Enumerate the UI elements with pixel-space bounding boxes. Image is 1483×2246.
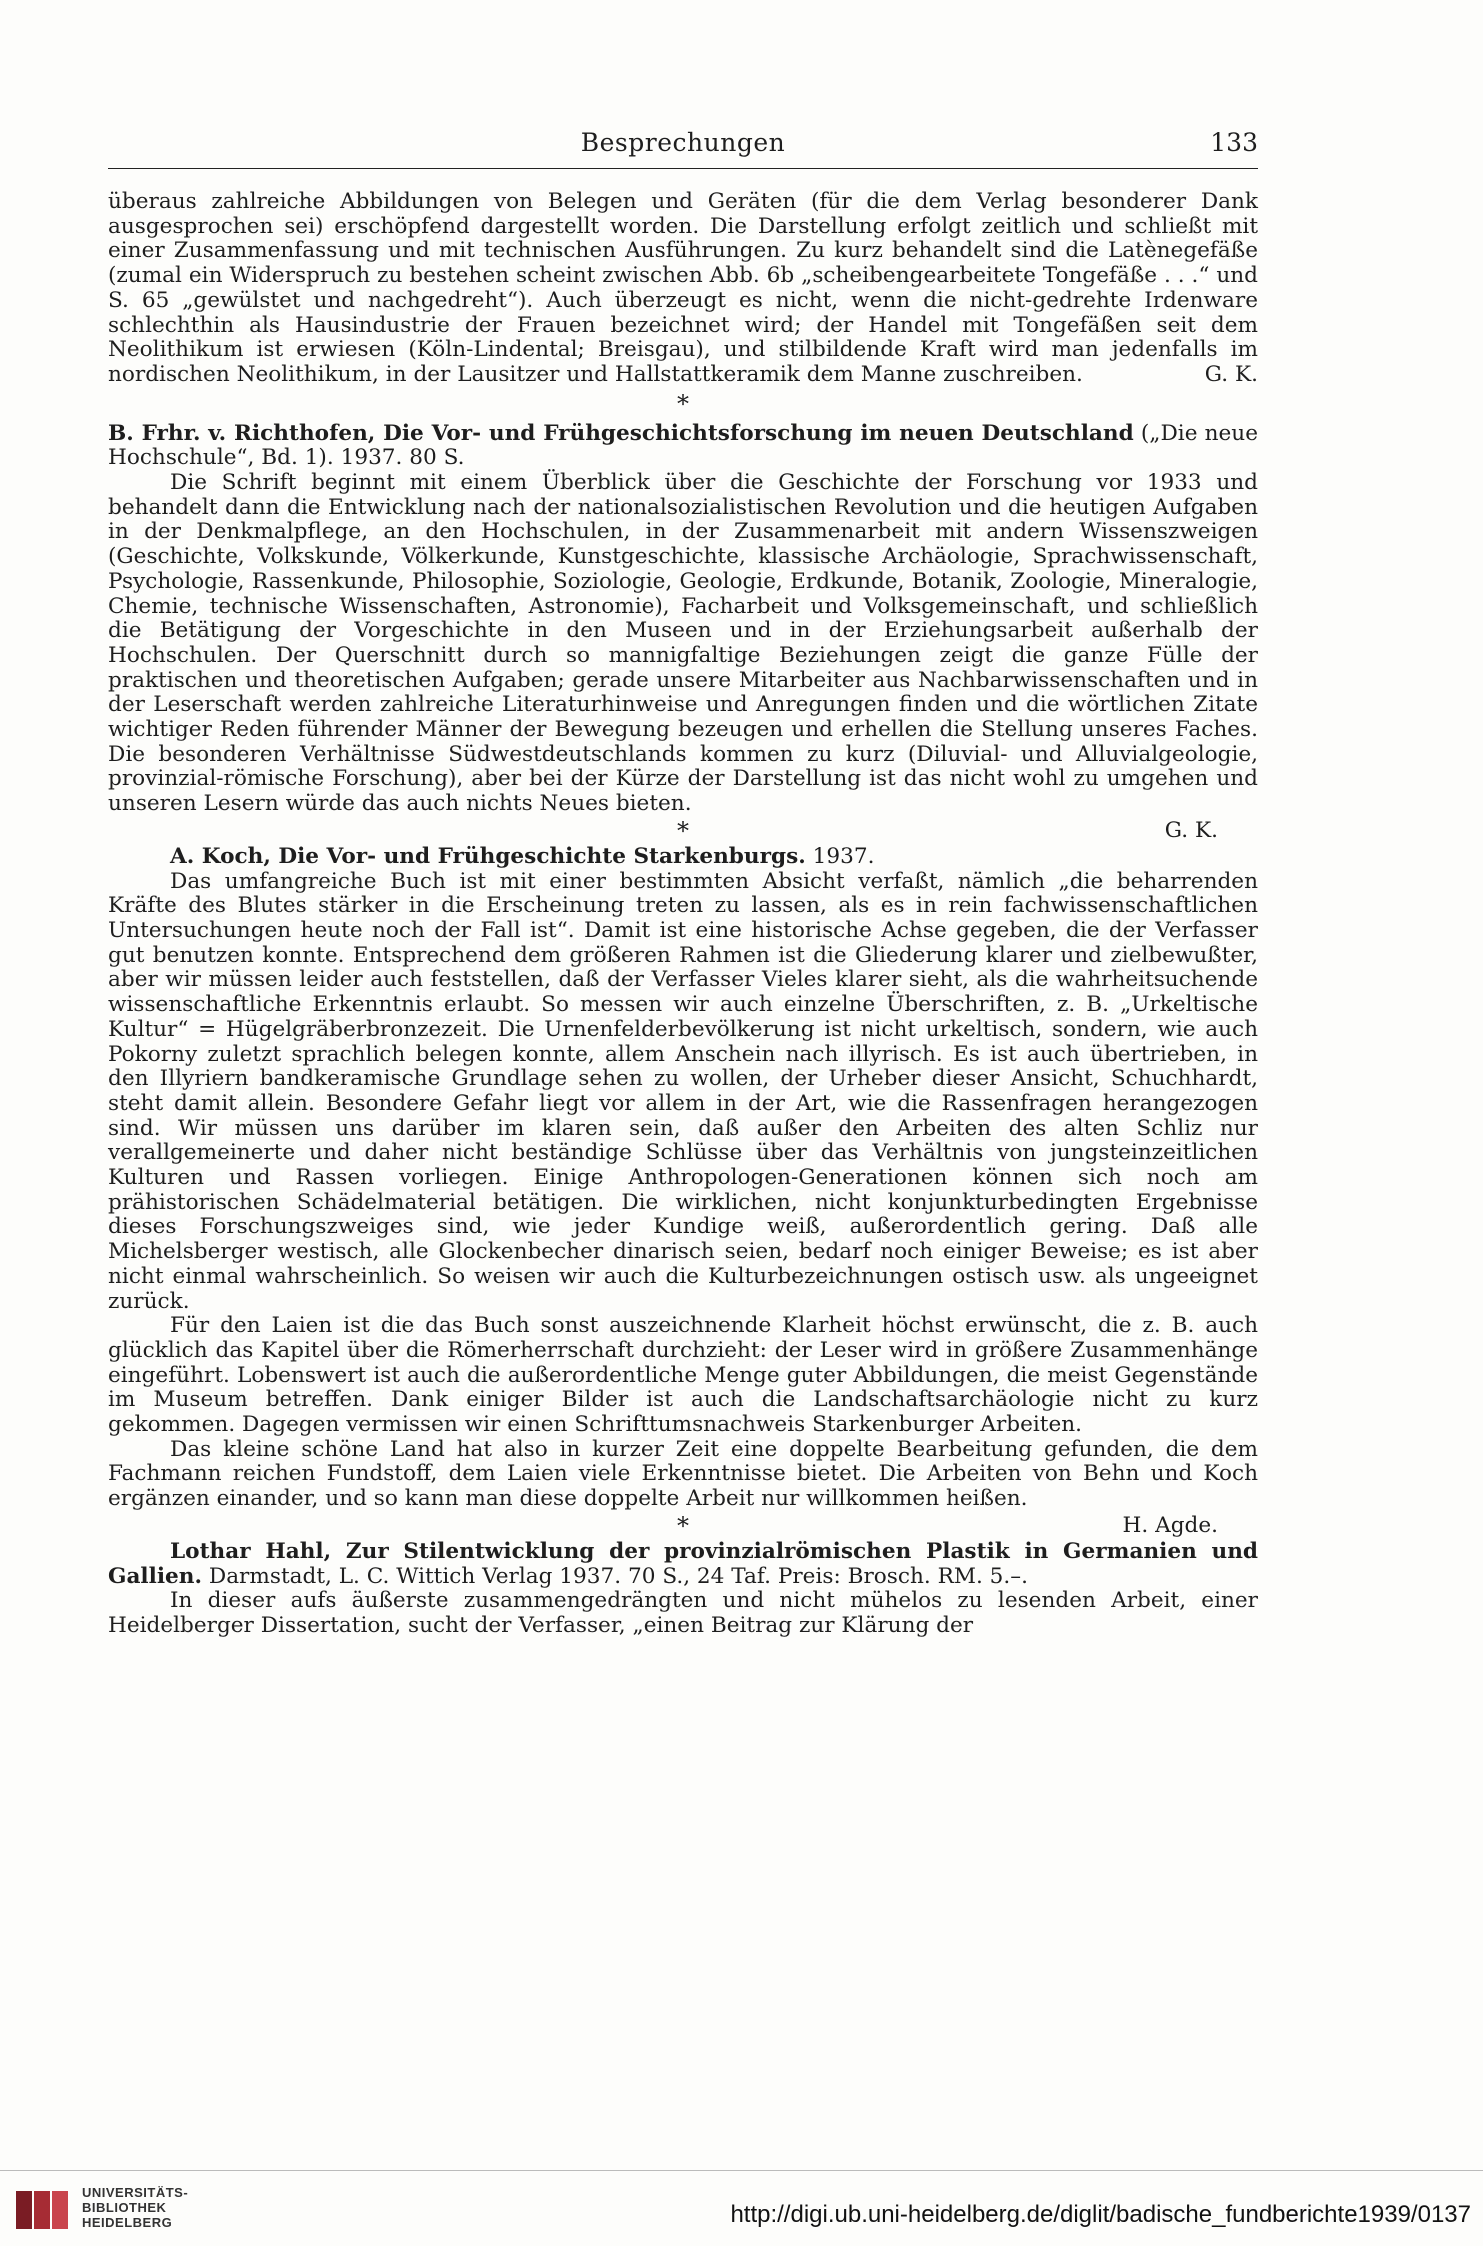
paragraph: In dieser aufs äußerste zusammengedrängten und nicht mühelos zu lesenden Arbeit, einer Heidelberger Dissertation, sucht der Verfasser, „einen Beitrag zur Klärung der — [108, 1588, 1258, 1638]
reviewer-signature: G. K. — [1204, 361, 1258, 387]
review-citation: („Die neue Hochschule“, Bd. 1). 1937. 80 S. — [108, 420, 1258, 471]
permalink-url[interactable]: http://digi.ub.uni-heidelberg.de/diglit/badische_fundberichte1939/0137 — [730, 2201, 1471, 2228]
running-head — [108, 128, 1258, 169]
library-name — [82, 2185, 188, 2230]
university-library-logo-icon — [12, 2185, 72, 2235]
paragraph-text: überaus zahlreiche Abbildungen von Belegen und Geräten (für die dem Verlag besonderer Dank ausgesprochen sei) erschöpfend dargestellt worden. Die Darstellung erfolgt zeitlich und schließt mit einer Zusammenfassung und mit technischen Ausführungen. Zu kurz behandelt sind die Latènegefäße (zumal ein Widerspruch zu bestehen scheint zwischen Abb. 6b „scheibengearbeitete Tongefäße . . .“ und S. 65 „gewülstet und nachgedreht“). Auch überzeugt es nicht, wenn die nicht-gedrehte Irdenware schlechthin als Hausindustrie der Frauen bezeichnet wird; der Handel mit Tongefäßen seit dem Neolithikum ist erwiesen (Köln-Lindental; Breisgau), und stilbildende Kraft wird man jedenfalls im nordischen Neolithikum, in der Lausitzer und Hallstattkeramik dem Manne zuschreiben. — [108, 189, 1258, 387]
footer-bar — [0, 2170, 1483, 2246]
review-title: Lothar Hahl, Zur Stilentwicklung der provinzialrömischen Plastik in Germanien und Gallien. — [108, 1538, 1258, 1589]
section-separator: * — [677, 816, 689, 845]
paragraph: Für den Laien ist die das Buch sonst auszeichnende Klarheit höchst erwünscht, die z. B. auch glücklich das Kapitel über die Römerherrschaft durchzieht: der Leser wird in größere Zusammenhänge eingeführt. Lobenswert ist auch die außerordentliche Menge guter Abbildungen, die meist Gegenstände im Museum betreffen. Dank einiger Bilder ist auch die Landschaftsarchäologie nicht zu kurz gekommen. Dagegen vermissen wir einen Schrifttumsnachweis Starkenburger Arbeiten. — [108, 1313, 1258, 1438]
review-title: B. Frhr. v. Richthofen, Die Vor- und Frühgeschichtsforschung im neuen Deutschland — [108, 420, 1134, 446]
paragraph: Die Schrift beginnt mit einem Überblick über die Geschichte der Forschung vor 1933 und behandelt dann die Entwicklung nach der nationalsozialistischen Revolution und die heutigen Aufgaben in der Denkmalpflege, an den Hochschulen, in der Zusammenarbeit mit andern Wissenszweigen (Geschichte, Volkskunde, Völkerkunde, Kunstgeschichte, klassische Archäologie, Sprachwissenschaft, Psychologie, Rassenkunde, Philosophie, Soziologie, Geologie, Erdkunde, Botanik, Zoologie, Mineralogie, Chemie, technische Wissenschaften, Astronomie), Facharbeit und Volksgemeinschaft, und schließlich die Betätigung der Vorgeschichte in den Museen und in der Erziehungsarbeit außerhalb der Hochschulen. Der Querschnitt durch so mannigfaltige Beziehungen zeigt die ganze Fülle der praktischen und theoretischen Aufgaben; gerade unsere Mitarbeiter aus Nachbarwissenschaften und in der Leserschaft werden zahlreiche Literaturhinweise und Anregungen finden und die wörtlichen Zitate wichtiger Reden führender Männer der Bewegung bezeugen und erhellen die Stellung unseres Faches. Die besonderen Verhältnisse Südwestdeutschlands kommen zu kurz (Diluvial- und Alluvialgeologie, provinzial-römische Forschung), aber bei der Kürze der Darstellung ist das nicht wohl zu umgehen und unseren Lesern würde das auch nichts Neues bieten. — [108, 470, 1258, 817]
paragraph: Das umfangreiche Buch ist mit einer bestimmten Absicht verfaßt, nämlich „die beharrenden Kräfte des Blutes stärker in die Erscheinung treten zu lassen, als es in rein fachwissenschaftlichen Untersuchungen heute noch der Fall ist“. Damit ist eine historische Achse gegeben, die der Verfasser gut benutzen konnte. Entsprechend dem größeren Rahmen ist die Gliederung klarer und zielbewußter, aber wir müssen leider auch feststellen, daß der Verfasser Vieles klarer sieht, als die wahrheitsuchende wissenschaftliche Erkenntnis erlaubt. So messen wir auch einzelne Überschriften, z. B. „Urkeltische Kultur“ = Hügelgräberbronzezeit. Die Urnenfelderbevölkerung ist nicht urkeltisch, sondern, wie auch Pokorny zuletzt sprachlich belegen konnte, allem Anschein nach illyrisch. Es ist auch übertrieben, in den Illyriern bandkeramische Grundlage sehen zu wollen, der Urheber dieser Ansicht, Schuchhardt, steht damit allein. Besondere Gefahr liegt vor allem in der Art, wie die Rassenfragen herangezogen sind. Wir müssen uns darüber im klaren sein, daß außer den Arbeiten des alten Schliz nur verallgemeinerte und daher nicht beständige Schlüsse über das Verhältnis von jungsteinzeitlichen Kulturen und Rassen vorliegen. Einige Anthropologen-Generationen können sich noch am prähistorischen Schädelmaterial betätigen. Die wirklichen, nicht konjunkturbedingten Ergebnisse dieses Forschungszweiges sind, wie jeder Kundige weiß, außerordentlich gering. Daß alle Michelsberger westisch, alle Glockenbecher dinarisch seien, bedarf noch einiger Beweise; es ist aber nicht einmal wahrscheinlich. So weisen wir auch die Kulturbezeichnungen ostisch usw. als ungeeignet zurück. — [108, 868, 1258, 1314]
section-separator: * — [677, 1511, 689, 1540]
review-citation: Darmstadt, L. C. Wittich Verlag 1937. 70 S., 24 Taf. Preis: Brosch. RM. 5.–. — [208, 1563, 1028, 1589]
paragraph — [108, 190, 1258, 388]
review-heading — [108, 1540, 1258, 1589]
library-name-line: BIBLIOTHEK — [82, 2200, 167, 2215]
library-name-line: UNIVERSITÄTS- — [82, 2185, 189, 2200]
library-name-line: HEIDELBERG — [82, 2215, 173, 2230]
review-heading — [108, 845, 1258, 870]
running-title: Besprechungen — [580, 128, 786, 157]
separator-line — [108, 816, 1258, 845]
review-year: 1937. — [812, 843, 875, 869]
review-heading — [108, 422, 1258, 471]
body-text — [108, 190, 1258, 1639]
separator-line — [108, 1511, 1258, 1540]
paragraph: Das kleine schöne Land hat also in kurzer Zeit eine doppelte Bearbeitung gefunden, die dem Fachmann reichen Fundstoff, dem Laien viele Erkenntnisse bietet. Die Arbeiten von Behn und Koch ergänzen einander, und so kann man diese doppelte Arbeit nur willkommen heißen. — [108, 1436, 1258, 1512]
reviewer-signature: H. Agde. — [1122, 1512, 1218, 1538]
section-separator: * — [677, 389, 689, 418]
page-number: 133 — [1210, 128, 1258, 157]
review-title: A. Koch, Die Vor- und Frühgeschichte Starkenburgs. — [170, 843, 806, 869]
reviewer-signature: G. K. — [1164, 817, 1218, 843]
